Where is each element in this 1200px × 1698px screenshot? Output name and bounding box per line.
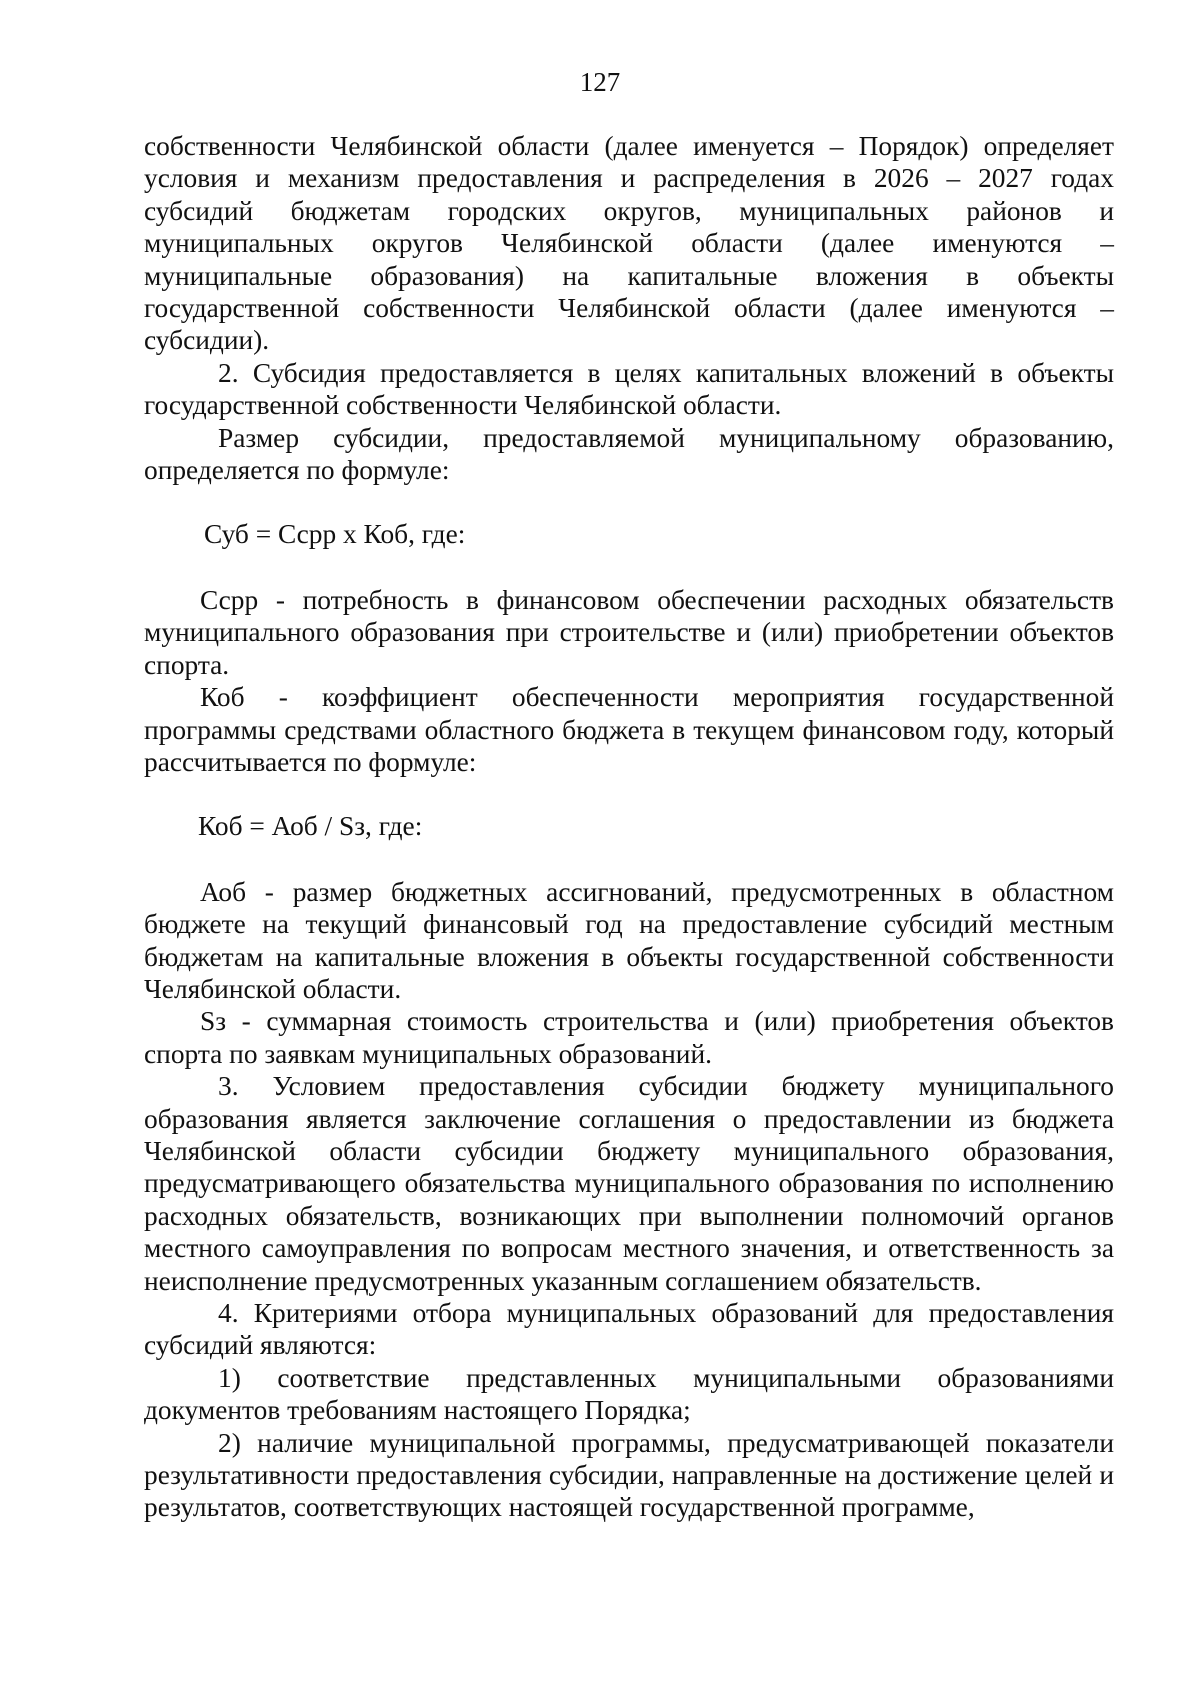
paragraph-criterion-1: 1) соответствие представленных муниципальными образованиями документов требованиям настоящего Порядка; (144, 1362, 1114, 1426)
paragraph-selection-criteria: 4. Критериями отбора муниципальных образований для предоставления субсидий являются: (144, 1298, 1114, 1361)
paragraph-kob-definition: Коб - коэффициент обеспеченности мероприятия государственной программы средствами областного бюджета в текущем финансовом году, который рассчитывается по формуле: (144, 682, 1114, 777)
paragraph-order-definition: собственности Челябинской области (далее именуется – Порядок) определяет условия и механизм предоставления и распределения в 2026 – 2027 годах субсидий бюджетам городских округов, муниципальных районов и муниципальных округов Челябинской области (далее именуются – муниципальные образования) на капитальные вложения в объекты государственной собственности Челябинской области (далее именуются – субсидии). (144, 131, 1114, 356)
formula-subsidy: Суб = Ссрр x Коб, где: (204, 519, 466, 550)
page-number: 127 (579, 67, 621, 97)
paragraph-subsidy-size: Размер субсидии, предоставляемой муниципальному образованию, определяется по формуле: (144, 422, 1114, 486)
spacer (144, 778, 1114, 810)
spacer (144, 843, 1114, 876)
paragraph-sz-definition: Sз - суммарная стоимость строительства и (или) приобретения объектов спорта по заявкам муниципальных образований. (144, 1006, 1114, 1069)
spacer (144, 551, 1114, 584)
paragraph-aob-definition: Аоб - размер бюджетных ассигнований, предусмотренных в областном бюджете на текущий финансовый год на предоставление субсидий местным бюджетам на капитальные вложения в объекты государственной собственности Челябинской области. (144, 876, 1114, 1004)
paragraph-subsidy-condition: 3. Условием предоставления субсидии бюджету муниципального образования является заключение соглашения о предоставлении из бюджета Челябинской области субсидии бюджету муниципального образования, предусматривающего обязательства муниципального образования по исполнению расходных обязательств, возникающих при выполнении полномочий органов местного самоуправления по вопросам местного значения, и ответственность за неисполнение предусмотренных указанным соглашением обязательств. (144, 1071, 1114, 1296)
paragraph-cсрр-definition: Ссрр - потребность в финансовом обеспечении расходных обязательств муниципального образования при строительстве и (или) приобретении объектов спорта. (144, 584, 1114, 680)
formula-kob: Коб = Аоб / Sз, где: (198, 811, 423, 842)
paragraph-subsidy-purpose: 2. Субсидия предоставляется в целях капитальных вложений в объекты государственной собственности Челябинской области. (144, 357, 1114, 421)
spacer (144, 486, 1114, 518)
paragraph-criterion-2: 2) наличие муниципальной программы, предусматривающей показатели результативности предоставления субсидии, направленные на достижение целей и результатов, соответствующих настоящей государственной программе, (144, 1427, 1114, 1523)
document-body (144, 130, 1114, 1524)
